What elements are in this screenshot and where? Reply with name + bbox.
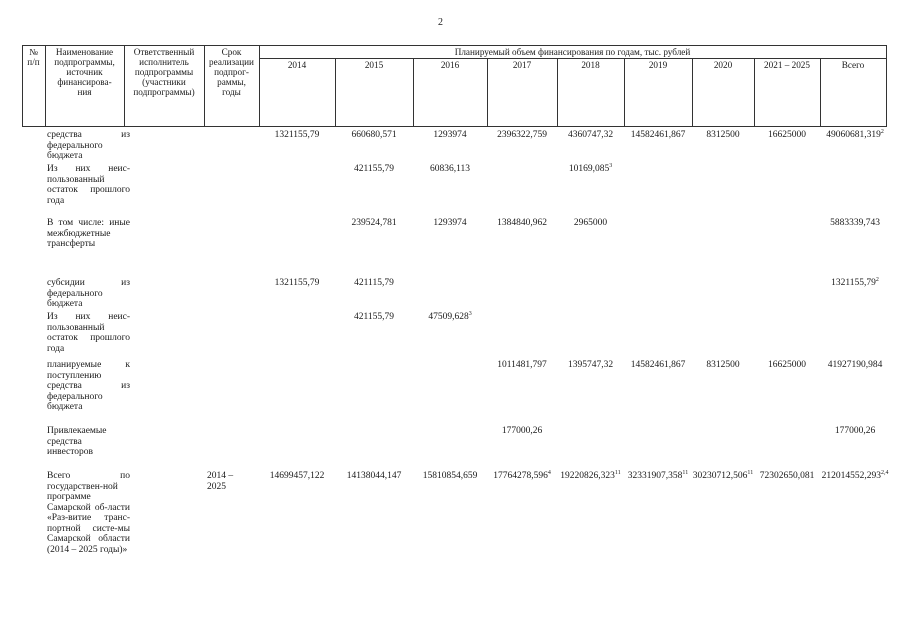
funding-value-cell: [820, 218, 890, 229]
funding-value: 1384840,962: [497, 218, 547, 228]
header-year: 2018: [581, 60, 600, 70]
funding-value-cell: [259, 278, 335, 289]
funding-value: 1011481,797: [497, 360, 547, 370]
funding-value-cell: [487, 426, 557, 437]
row-source-name: В том числе: иные межбюджетные трансферты: [47, 218, 130, 249]
funding-value-cell: [487, 360, 557, 371]
funding-value: 660680,571: [351, 130, 397, 140]
header-year: 2020: [713, 60, 733, 70]
funding-value: 14582461,867: [630, 360, 686, 370]
row-source-name: Всего по государствен-ной программе Самарской об-ласти «Раз-витие транс-портной систе-мы Самарской области (2014 – 2025 годы)»: [47, 471, 130, 555]
funding-value: 4360747,32: [567, 130, 614, 140]
page-number: 2: [438, 17, 443, 28]
row-term: 2014 – 2025: [207, 471, 234, 492]
table-top-border: [22, 45, 886, 46]
funding-value: 5883339,743: [830, 218, 880, 228]
header-year: 2015: [364, 60, 384, 70]
funding-value-cell: [820, 130, 890, 141]
funding-value: 1395747,32: [567, 360, 614, 370]
funding-value-cell: [754, 471, 820, 482]
funding-value-cell: [487, 130, 557, 141]
funding-value: 49060681,319: [826, 130, 881, 140]
footnote-mark: 2: [880, 128, 884, 135]
row-source-name: Из них неис-пользованный остаток прошлого года: [47, 312, 130, 354]
row-source-name: средства из федерального бюджета: [47, 130, 130, 161]
header-year: 2016: [440, 60, 460, 70]
funding-value: 14699457,122: [269, 471, 325, 481]
funding-value-cell: [557, 218, 624, 229]
header-year: 2017: [512, 60, 532, 70]
footnote-mark: 11: [614, 469, 621, 476]
funding-value-cell: [557, 471, 624, 482]
funding-value-cell: [820, 426, 890, 437]
funding-value-cell: [259, 471, 335, 482]
funding-value: 16625000: [768, 360, 806, 370]
funding-value-cell: [624, 360, 692, 371]
funding-value: 2965000: [573, 218, 608, 228]
funding-value: 239524,781: [351, 218, 397, 228]
header-responsible: Ответственный исполнитель подпрограммы (участники подпрограммы): [133, 47, 195, 97]
funding-value: 1321155,79: [831, 278, 876, 288]
header-year: Всего: [841, 60, 865, 70]
funding-value: 421155,79: [353, 312, 395, 322]
footnote-mark: 3: [609, 162, 613, 169]
footnote-mark: 11: [747, 469, 754, 476]
funding-value: 1321155,79: [274, 278, 320, 288]
row-source-name: Из них неис-пользованный остаток прошлого года: [47, 164, 130, 206]
funding-value-cell: [335, 312, 413, 323]
footnote-mark: 2: [875, 276, 879, 283]
funding-value-cell: [335, 130, 413, 141]
funding-value-cell: [335, 218, 413, 229]
funding-value-cell: [624, 471, 692, 482]
funding-value: 177000,26: [501, 426, 543, 436]
funding-value-cell: [413, 312, 487, 323]
funding-value: 17764278,596: [493, 471, 548, 481]
funding-value: 47509,628: [428, 312, 469, 322]
funding-value: 421115,79: [354, 278, 394, 288]
header-name: Наименование подпрограммы, источник финансирова- ния: [54, 47, 115, 97]
col-border: [259, 45, 260, 127]
footnote-mark: 11: [682, 469, 689, 476]
funding-value: 30230712,506: [692, 471, 748, 481]
header-year: 2014: [287, 60, 307, 70]
funding-value-cell: [413, 218, 487, 229]
funding-value-cell: [754, 130, 820, 141]
funding-value-cell: [413, 471, 487, 482]
funding-value-cell: [692, 360, 754, 371]
header-no: № п/п: [27, 47, 40, 67]
funding-value: 19220826,323: [560, 471, 615, 481]
funding-value: 41927190,984: [827, 360, 883, 370]
funding-value: 14138044,147: [346, 471, 402, 481]
header-year: 2021 – 2025: [764, 60, 810, 70]
header-planned-funding: Планируемый объем финансирования по годам, тыс. рублей: [454, 47, 691, 57]
funding-value-cell: [754, 360, 820, 371]
funding-value-cell: [820, 278, 890, 289]
funding-value-cell: [413, 164, 487, 175]
col-border: [886, 45, 887, 127]
footnote-mark: 4: [547, 469, 551, 476]
funding-value: 1293974: [433, 218, 467, 228]
funding-value-cell: [259, 130, 335, 141]
funding-value: 212014552,293: [821, 471, 881, 481]
funding-value: 1321155,79: [274, 130, 320, 140]
funding-value: 1293974: [433, 130, 467, 140]
funding-value-cell: [692, 471, 754, 482]
funding-value-cell: [820, 360, 890, 371]
funding-value-cell: [557, 130, 624, 141]
funding-value-cell: [335, 471, 413, 482]
year-header-divider: [259, 58, 886, 59]
funding-value-cell: [557, 164, 624, 175]
funding-value-cell: [692, 130, 754, 141]
funding-value: 16625000: [768, 130, 806, 140]
funding-value: 8312500: [706, 130, 740, 140]
funding-value: 177000,26: [834, 426, 876, 436]
row-source-name: Привлекаемые средства инвесторов: [47, 426, 107, 457]
funding-value-cell: [624, 130, 692, 141]
funding-value-cell: [820, 471, 890, 482]
footnote-mark: 3: [468, 310, 472, 317]
funding-value-cell: [487, 218, 557, 229]
footnote-mark: 2,4: [880, 469, 889, 476]
row-source-name: субсидии из федерального бюджета: [47, 278, 130, 309]
header-year: 2019: [648, 60, 668, 70]
funding-value-cell: [335, 278, 413, 289]
funding-value: 421155,79: [353, 164, 395, 174]
funding-value-cell: [487, 471, 557, 482]
header-term: Срок реализации подпрог- раммы, годы: [209, 47, 254, 97]
funding-value-cell: [413, 130, 487, 141]
funding-value: 2396322,759: [497, 130, 547, 140]
funding-value-cell: [557, 360, 624, 371]
funding-value-cell: [335, 164, 413, 175]
funding-value: 8312500: [706, 360, 740, 370]
funding-value: 14582461,867: [630, 130, 686, 140]
funding-value: 15810854,659: [422, 471, 478, 481]
row-source-name: планируемые к поступлению средства из федерального бюджета: [47, 360, 130, 412]
funding-value: 72302650,081: [759, 471, 815, 481]
header-bottom-border: [22, 126, 886, 127]
funding-value: 10169,085: [568, 164, 610, 174]
funding-value: 32331907,358: [627, 471, 683, 481]
funding-value: 60836,113: [429, 164, 471, 174]
